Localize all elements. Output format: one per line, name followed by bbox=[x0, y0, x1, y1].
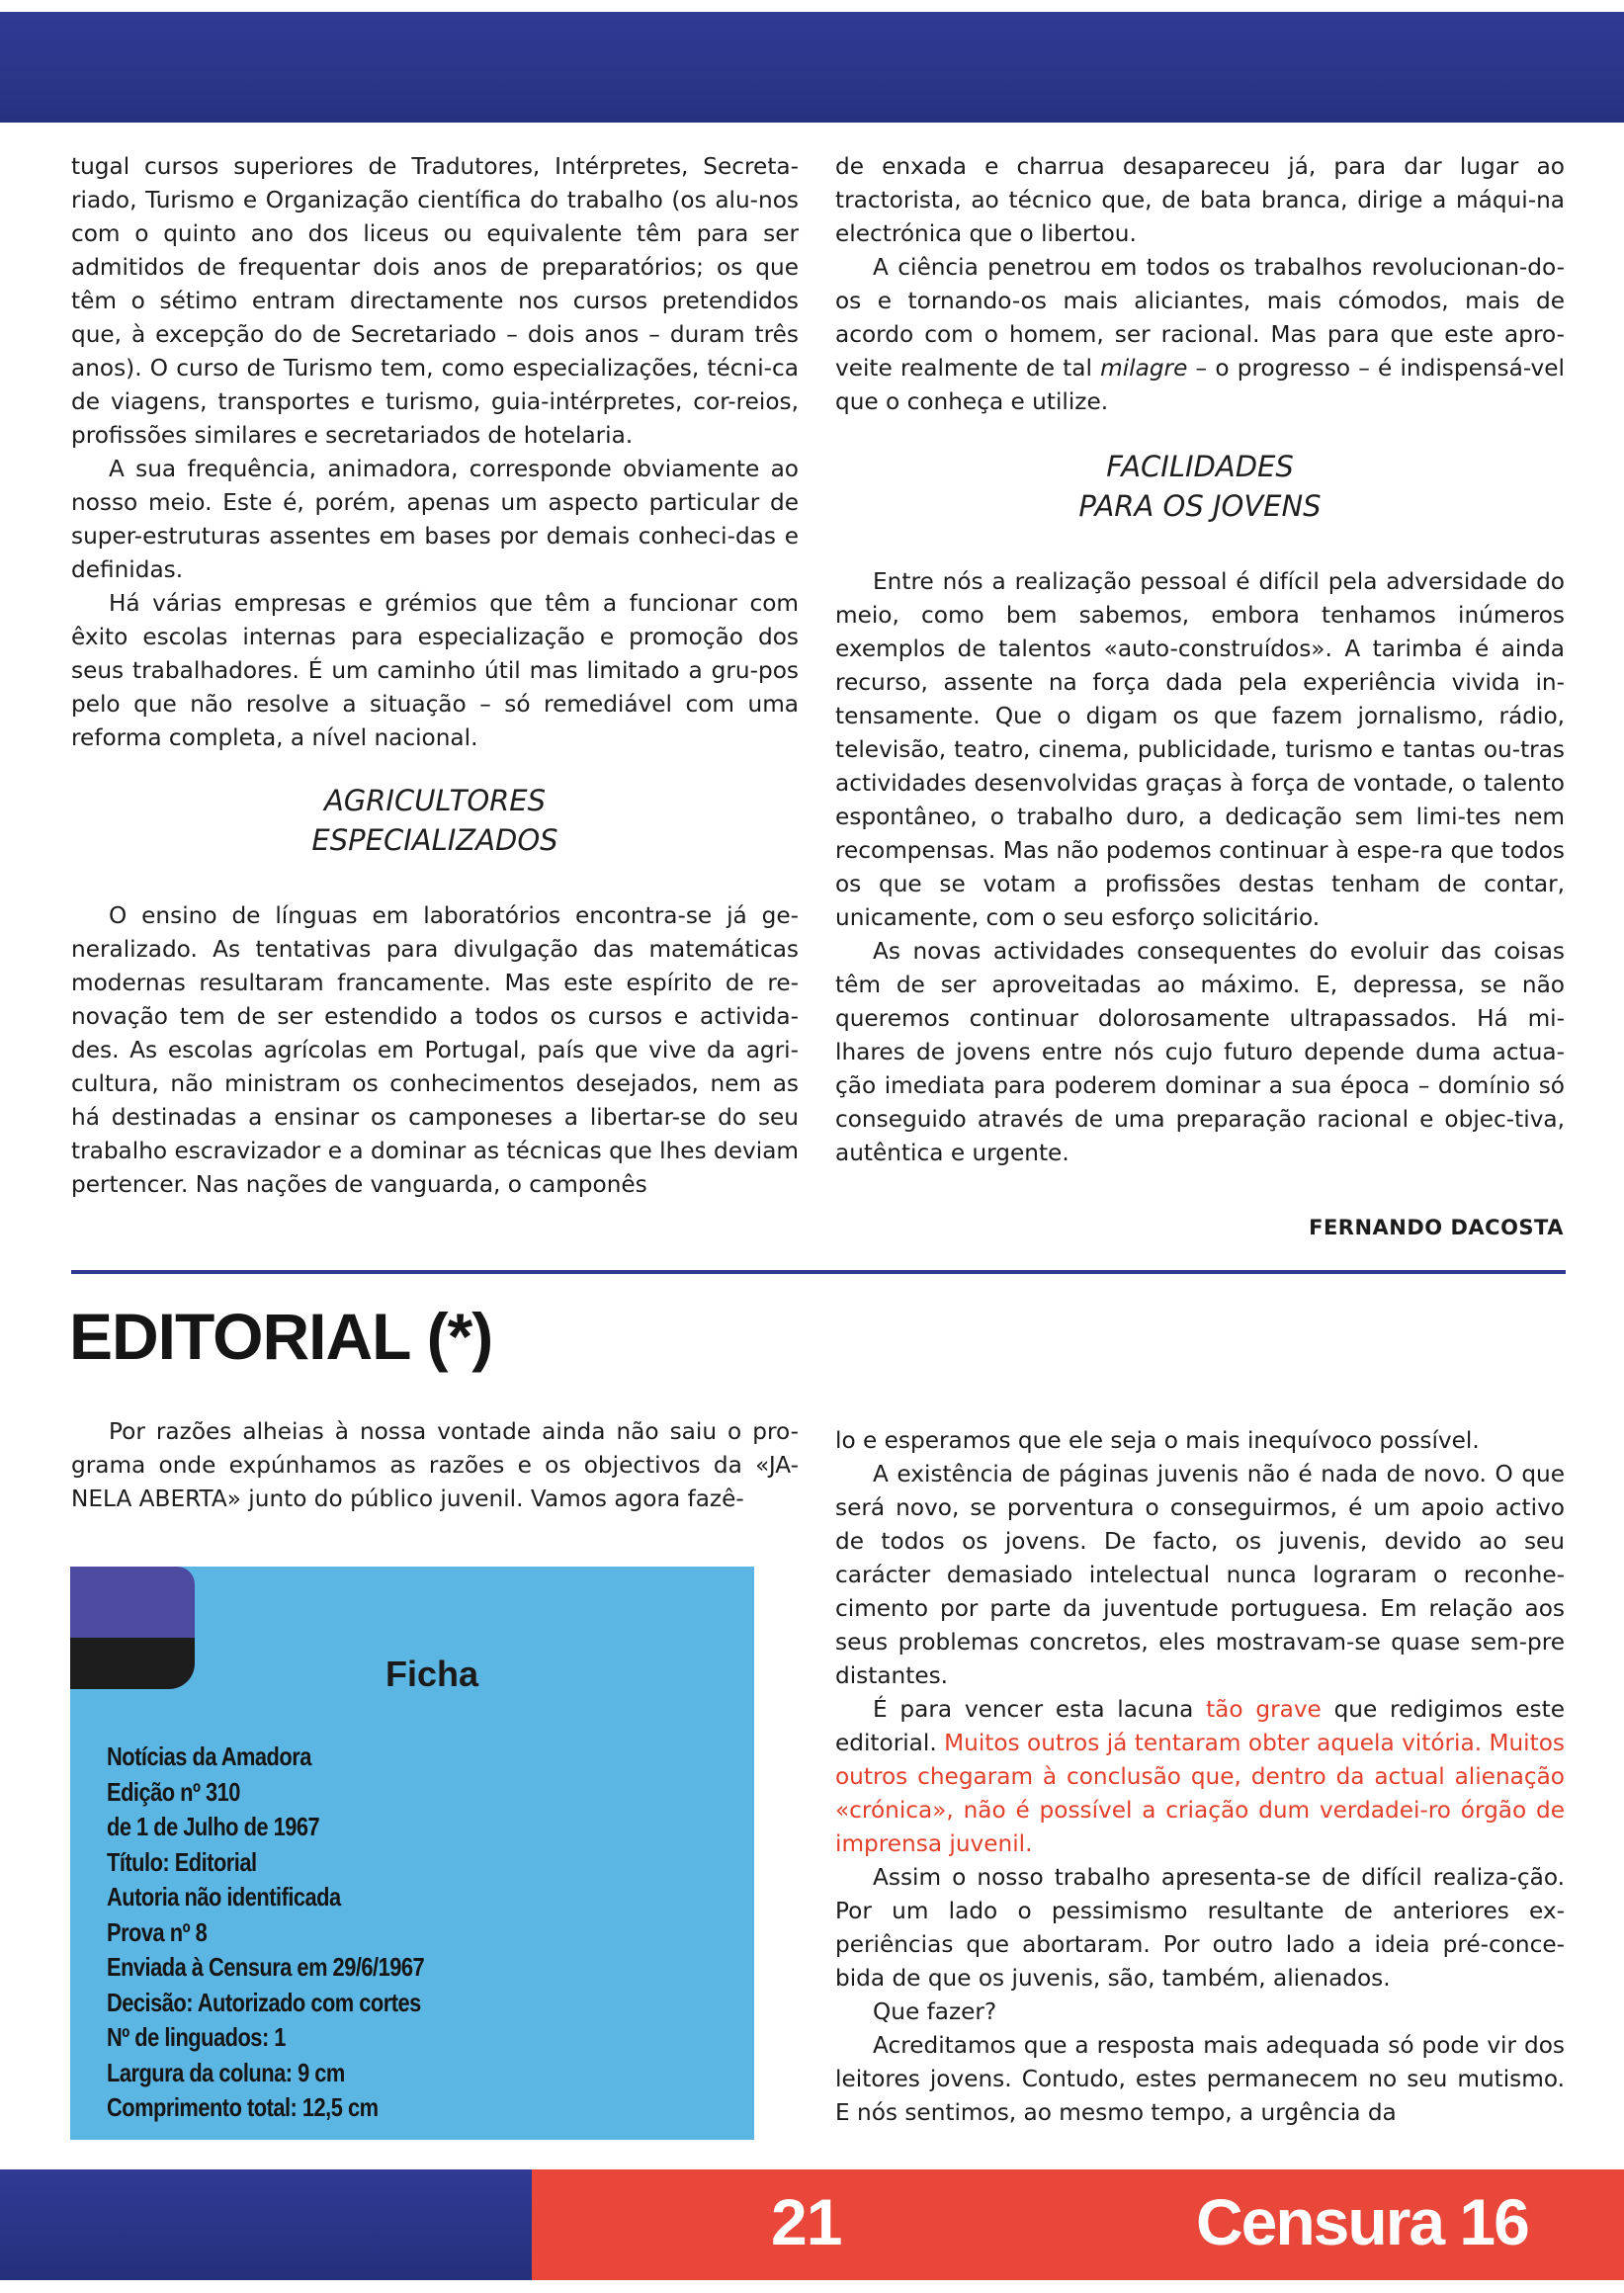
editorial-paragraph: Acreditamos que a resposta mais adequada só pode vir dos leitores jovens. Contudo, estes permanecem no seu mutismo. E nós sentimos, ao mesmo tempo, a urgência da bbox=[835, 2032, 1565, 2126]
ficha-line: Enviada à Censura em 29/6/1967 bbox=[107, 1952, 425, 1982]
ficha-title: Ficha bbox=[385, 1654, 479, 1694]
highlighted-text: tão grave bbox=[1206, 1696, 1322, 1723]
ficha-line: Notícias da Amadora bbox=[107, 1741, 311, 1771]
italic-word: milagre bbox=[1100, 355, 1188, 382]
article-paragraph: Há várias empresas e grémios que têm a funcionar com êxito escolas internas para especialização e promoção dos seus trabalhadores. É um caminho útil mas limitado a gru-pos pelo que não resolve a situação – só remediável com uma reforma completa, a nível nacional. bbox=[71, 590, 799, 751]
article-paragraph: de enxada e charrua desapareceu já, para dar lugar ao tractorista, ao técnico que, de bata branca, dirige a máqui-na electrónica que o libertou. bbox=[835, 153, 1565, 247]
ficha-line: Decisão: Autorizado com cortes bbox=[107, 1987, 421, 2017]
article-column-right bbox=[835, 150, 1565, 1170]
ficha-line: Nº de linguados: 1 bbox=[107, 2022, 286, 2052]
article-paragraph: O ensino de línguas em laboratórios encontra-se já ge-neralizado. As tentativas para divulgação das matemáticas modernas resultaram francamente. Mas este espírito de re-novação tem de ser estendido a todos os cursos e activida-des. As escolas agrícolas em Portugal, país que vive da agri-cultura, não ministram os conhecimentos desejados, nem as há destinadas a ensinar os camponeses a libertar-se do seu trabalho escravizador e a dominar as técnicas que lhes deviam pertencer. Nas nações de vanguarda, o camponês bbox=[71, 902, 799, 1198]
editorial-column-right bbox=[835, 1424, 1565, 2130]
editorial-paragraph bbox=[835, 1693, 1565, 1861]
editorial-paragraph: lo e esperamos que ele seja o mais inequívoco possível. bbox=[835, 1427, 1480, 1454]
page-number: 21 bbox=[771, 2185, 842, 2258]
section-divider bbox=[71, 1270, 1566, 1274]
footer-blue-band bbox=[0, 2169, 532, 2280]
article-paragraph bbox=[835, 251, 1565, 419]
article-column-left bbox=[71, 150, 799, 1202]
ficha-line: Comprimento total: 12,5 cm bbox=[107, 2092, 379, 2122]
section-heading-jovens: PARA OS JOVENS bbox=[1078, 489, 1322, 523]
author-signature: FERNANDO DACOSTA bbox=[1309, 1216, 1564, 1239]
editorial-paragraph: Por razões alheias à nossa vontade ainda não saiu o pro-grama onde expúnhamos as razões e os objectivos da «JA-NELA ABERTA» junto do público juvenil. Vamos agora fazê- bbox=[71, 1418, 799, 1512]
editorial-paragraph: Assim o nosso trabalho apresenta-se de difícil realiza-ção. Por um lado o pessimismo resultante de anteriores ex-periências que abortaram. Por outro lado a ideia pré-conce-bida de que os juvenis, são, também, alienados. bbox=[835, 1864, 1565, 1992]
article-paragraph: Entre nós a realização pessoal é difícil pela adversidade do meio, como bem sabemos, embora tenhamos inúmeros exemplos de talentos «auto-construídos». A tarimba é ainda recurso, assente na força dada pela experiência vivida in-tensamente. Que o digam os que fazem jornalismo, rádio, televisão, teatro, cinema, publicidade, turismo e tantas ou-tras actividades desenvolvidas graças à força de vontade, o talento espontâneo, o trabalho duro, a dedicação sem limi-tes nem recompensas. Mas não podemos continuar à espe-ra que todos os que se votam a profissões destas tenham de contar, unicamente, com o seu esforço solicitário. bbox=[835, 568, 1565, 931]
section-heading-especializados: ESPECIALIZADOS bbox=[311, 823, 558, 857]
text-run: A ciência penetrou em todos os trabalhos revolucionan-do-os e tornando-os mais aliciantes, mais cómodos, mais de acordo com o homem, ser racional. Mas para que este apro-veite realmente de tal bbox=[835, 254, 1565, 382]
ficha-line: Prova nº 8 bbox=[107, 1916, 208, 1947]
editorial-paragraph: A existência de páginas juvenis não é nada de novo. O que será novo, se porventura o conseguirmos, é um apoio activo de todos os jovens. De facto, os juvenis, devido ao seu carácter demasiado intelectual nunca lograram o reconhe-cimento por parte da juventude portuguesa. Em relação aos seus problemas concretos, eles mostravam-se quase sem-pre distantes. bbox=[835, 1461, 1565, 1689]
ficha-line: de 1 de Julho de 1967 bbox=[107, 1812, 320, 1841]
magazine-title: Censura 16 bbox=[1196, 2185, 1528, 2258]
editorial-column-left bbox=[71, 1415, 799, 1516]
section-heading-agricultores: AGRICULTORES bbox=[323, 784, 547, 817]
ficha-tab bbox=[70, 1567, 195, 1689]
editorial-title: EDITORIAL (*) bbox=[69, 1300, 493, 1373]
article-paragraph: As novas actividades consequentes do evoluir das coisas têm de ser aproveitadas ao máximo. E, depressa, se não queremos continuar dolorosamente ultrapassados. Há mi-lhares de jovens entre nós cujo futuro depende duma actua-ção imediata para poderem dominar a sua época – domínio só conseguido através de uma preparação racional e objec-tiva, autêntica e urgente. bbox=[835, 938, 1565, 1166]
highlighted-text: Muitos outros já tentaram obter aquela vitória. Muitos outros chegaram à conclusão que, dentro da actual alienação «crónica», não é possível a criação dum verdadei-ro órgão de imprensa juvenil. bbox=[835, 1730, 1565, 1857]
article-paragraph: A sua frequência, animadora, corresponde obviamente ao nosso meio. Este é, porém, apenas um aspecto particular de super-estruturas assentes em bases por demais conheci-das e definidas. bbox=[71, 456, 799, 583]
top-color-band bbox=[0, 12, 1624, 123]
ficha-line: Autoria não identificada bbox=[107, 1882, 341, 1911]
ficha-line: Edição nº 310 bbox=[107, 1776, 240, 1807]
editorial-paragraph: Que fazer? bbox=[873, 1998, 997, 2025]
text-run: – o progresso – é indispensá-vel que o conheça e utilize. bbox=[835, 355, 1565, 415]
ficha-line: Largura da coluna: 9 cm bbox=[107, 2057, 345, 2087]
ficha-line: Título: Editorial bbox=[107, 1846, 257, 1877]
ficha-details bbox=[107, 1740, 639, 2126]
section-heading-facilidades: FACILIDADES bbox=[1106, 450, 1294, 483]
text-run: É para vencer esta lacuna bbox=[873, 1696, 1207, 1723]
article-paragraph: tugal cursos superiores de Tradutores, Intérpretes, Secreta-riado, Turismo e Organização científica do trabalho (os alu-nos com o quinto ano dos liceus ou equivalente têm para ser admitidos de frequentar dois anos de preparatórios; os que têm o sétimo entram directamente nos cursos pretendidos que, à excepção do de Secretariado – dois anos – duram três anos). O curso de Turismo tem, como especializações, técni-ca de viagens, transportes e turismo, guia-intérpretes, cor-reios, profissões similares e secretariados de hotelaria. bbox=[71, 153, 799, 449]
text-run: que redigimos este editorial. bbox=[835, 1696, 1565, 1756]
